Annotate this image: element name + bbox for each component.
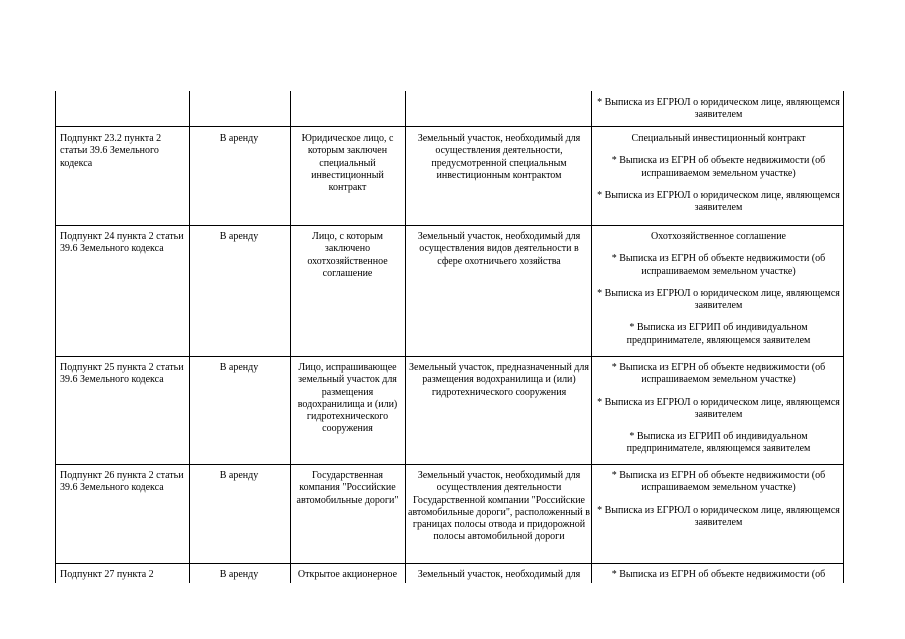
document-item: * Выписка из ЕГРИП об индивидуальном предпринимателе, являющемся заявителем — [626, 431, 811, 455]
document-item: * Выписка из ЕГРН об объекте недвижимости (об испрашиваемом земельном участке) — [611, 253, 826, 277]
document-item: * Выписка из ЕГРН об объекте недвижимости (об испрашиваемом земельном участке) — [611, 155, 826, 179]
table-border — [591, 91, 592, 583]
documents-cell — [596, 569, 841, 581]
documents-cell — [596, 97, 841, 122]
documents-cell — [596, 133, 841, 214]
document-item: * Выписка из ЕГРЮЛ о юридическом лице, являющемся заявителем — [597, 504, 840, 528]
document-item: * Выписка из ЕГРЮЛ о юридическом лице, являющемся заявителем — [597, 189, 840, 214]
document-item: * Выписка из ЕГРН об объекте недвижимости (об испрашиваемом земельном участке) — [611, 470, 826, 494]
land-plot-table — [55, 91, 844, 583]
purpose-cell: Земельный участок, необходимый для осуществления деятельности, предусмотренной специальным инвестиционным контрактом — [417, 133, 581, 181]
purpose-cell: Земельный участок, предназначенный для размещения водохранилища и (или) гидротехнического сооружения — [409, 362, 589, 398]
document-item: Охотхозяйственное соглашение — [650, 231, 786, 242]
documents-cell — [596, 470, 841, 529]
table-border — [55, 91, 56, 583]
purpose-cell: Земельный участок, необходимый для — [417, 569, 581, 580]
document-item: Специальный инвестиционный контракт — [631, 133, 806, 144]
document-item: * Выписка из ЕГРИП об индивидуальном предпринимателе, являющемся заявителем — [626, 322, 811, 346]
document-item: * Выписка из ЕГРЮЛ о юридическом лице, являющемся заявителем — [597, 287, 840, 312]
row-divider — [55, 563, 844, 564]
document-item: * Выписка из ЕГРЮЛ о юридическом лице, являющемся заявителем — [597, 396, 840, 420]
applicant-cell: Государственная компания "Российские автомобильные дороги" — [296, 470, 399, 506]
provision-type-cell: В аренду — [219, 470, 259, 481]
basis-cell: Подпункт 24 пункта 2 статьи 39.6 Земельного кодекса — [60, 231, 184, 255]
provision-type-cell: В аренду — [219, 133, 259, 144]
applicant-cell: Юридическое лицо, с которым заключен специальный инвестиционный контракт — [301, 133, 394, 194]
row-divider — [55, 126, 844, 127]
basis-cell: Подпункт 27 пункта 2 — [60, 569, 154, 580]
document-item: * Выписка из ЕГРН об объекте недвижимости (об — [611, 569, 826, 580]
table-border — [843, 91, 844, 583]
provision-type-cell: В аренду — [219, 362, 259, 373]
basis-cell: Подпункт 26 пункта 2 статьи 39.6 Земельного кодекса — [60, 470, 184, 494]
table-border — [290, 91, 291, 583]
basis-cell: Подпункт 25 пункта 2 статьи 39.6 Земельного кодекса — [60, 362, 184, 386]
applicant-cell: Открытое акционерное — [297, 569, 398, 580]
table-border — [405, 91, 406, 583]
document-item: * Выписка из ЕГРЮЛ о юридическом лице, являющемся заявителем — [597, 97, 840, 121]
applicant-cell: Лицо, с которым заключено охотхозяйственное соглашение — [307, 231, 388, 279]
row-divider — [55, 225, 844, 226]
row-divider — [55, 356, 844, 357]
provision-type-cell: В аренду — [219, 231, 259, 242]
documents-cell — [596, 362, 841, 456]
table-border — [189, 91, 190, 583]
provision-type-cell: В аренду — [219, 569, 259, 580]
documents-cell — [596, 231, 841, 347]
applicant-cell: Лицо, испрашивающее земельный участок для размещения водохранилища и (или) гидротехнического сооружения — [297, 362, 398, 435]
purpose-cell: Земельный участок, необходимый для осуществления деятельности Государственной компании "Российские автомобильные дороги", расположенный в границах полосы отвода и придорожной полосы автомобильной дороги — [408, 470, 590, 543]
purpose-cell: Земельный участок, необходимый для осуществления видов деятельности в сфере охотничьего хозяйства — [417, 231, 581, 267]
basis-cell: Подпункт 23.2 пункта 2 статьи 39.6 Земельного кодекса — [60, 133, 162, 169]
row-divider — [55, 464, 844, 465]
document-item: * Выписка из ЕГРН об объекте недвижимости (об испрашиваемом земельном участке) — [611, 362, 826, 386]
